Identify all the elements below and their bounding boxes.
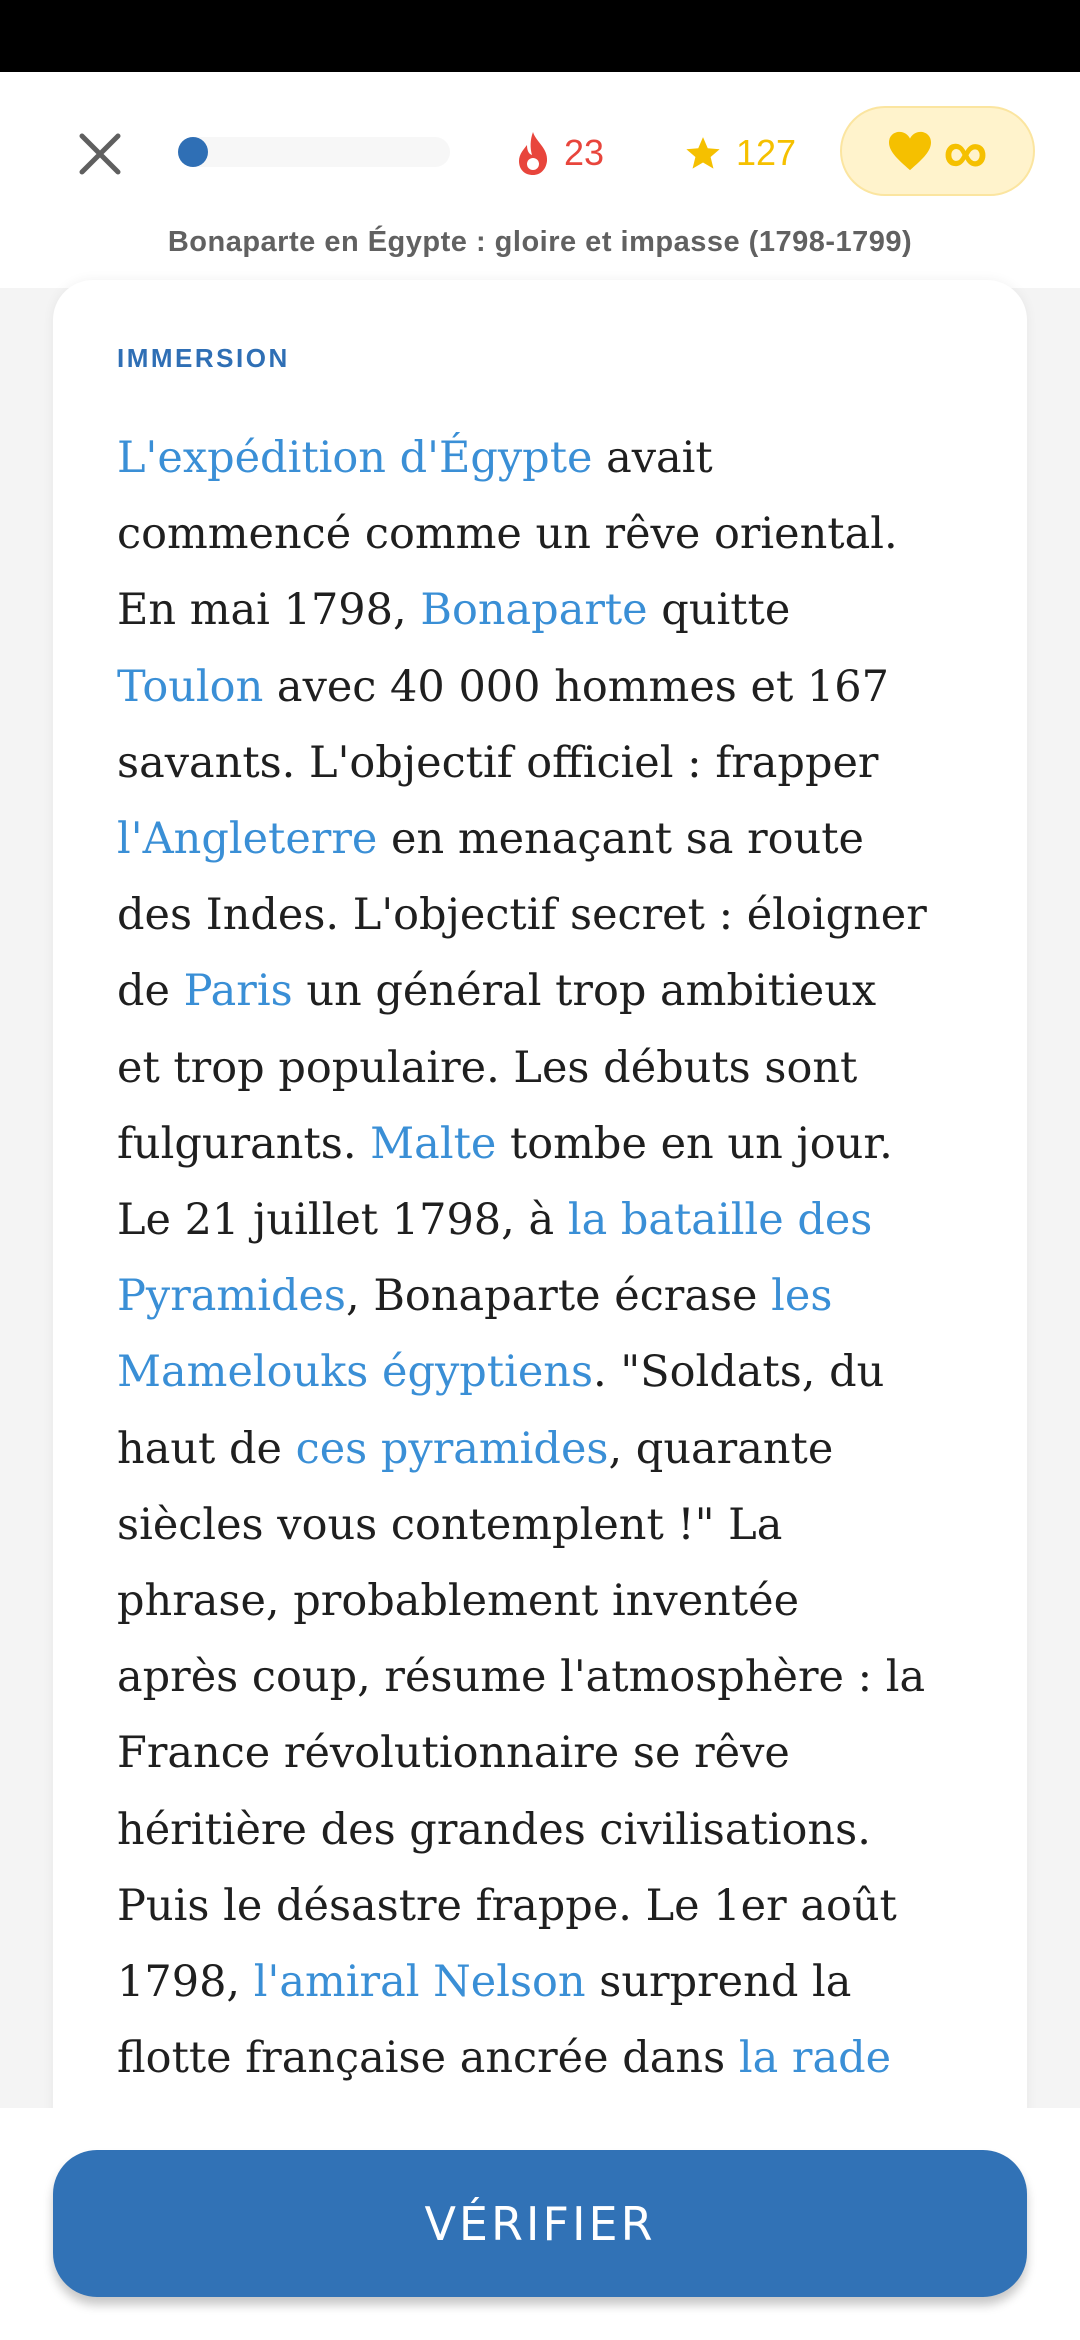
- glossary-link[interactable]: la bataille des: [567, 1195, 873, 1246]
- lesson-progress-bar: [178, 137, 450, 167]
- glossary-link[interactable]: les: [771, 1271, 833, 1322]
- glossary-link[interactable]: Pyramides: [117, 1271, 346, 1322]
- text-line: [117, 1106, 927, 1182]
- lives-badge[interactable]: [840, 106, 1035, 196]
- lesson-title: Bonaparte en Égypte : gloire et impasse (1798-1799): [167, 226, 913, 258]
- text-line: [117, 1258, 927, 1334]
- text-line: [117, 496, 927, 572]
- text-line: [117, 649, 927, 725]
- text-segment: un général trop ambitieux: [292, 966, 877, 1017]
- status-bar: [0, 0, 1080, 72]
- stars-counter: [684, 128, 796, 178]
- text-line: [117, 1792, 927, 1868]
- glossary-link[interactable]: Mamelouks égyptiens: [117, 1347, 594, 1398]
- text-segment: savants. L'objectif officiel : frapper: [117, 737, 879, 788]
- glossary-link[interactable]: Malte: [370, 1118, 497, 1169]
- text-line: [117, 953, 927, 1029]
- glossary-link[interactable]: la rade: [738, 2033, 892, 2084]
- glossary-link[interactable]: l'Angleterre: [117, 814, 378, 865]
- text-segment: quitte: [647, 585, 791, 636]
- flame-icon: [516, 130, 550, 176]
- text-segment: tombe en un jour.: [496, 1118, 893, 1169]
- text-segment: flotte française ancrée dans: [117, 2033, 739, 2084]
- text-line: [117, 572, 927, 648]
- glossary-link[interactable]: ces pyramides: [295, 1423, 609, 1474]
- text-segment: en menaçant sa route: [377, 814, 864, 865]
- glossary-link[interactable]: Bonaparte: [420, 585, 648, 636]
- text-line: [117, 2020, 927, 2096]
- text-line: [117, 877, 927, 953]
- text-segment: et trop populaire. Les débuts sont: [117, 1042, 858, 1093]
- progress-fill: [178, 137, 208, 167]
- streak-counter: [516, 128, 604, 178]
- text-segment: héritière des grandes civilisations.: [117, 1804, 871, 1855]
- stars-count: 127: [736, 132, 797, 173]
- text-line: [117, 1334, 927, 1410]
- text-segment: Le 21 juillet 1798, à: [117, 1195, 568, 1246]
- text-line: [117, 1715, 927, 1791]
- lesson-text: [117, 420, 927, 2096]
- text-segment: 1798,: [117, 1957, 254, 2008]
- text-segment: France révolutionnaire se rêve: [117, 1728, 790, 1779]
- text-segment: Puis le désastre frappe. Le 1er août: [117, 1880, 897, 1931]
- verify-button[interactable]: VÉRIFIER: [53, 2150, 1027, 2297]
- glossary-link[interactable]: Toulon: [117, 661, 264, 712]
- text-segment: de: [117, 966, 184, 1017]
- text-line: [117, 1944, 927, 2020]
- heart-icon: [887, 130, 933, 172]
- text-segment: siècles vous contemplent !" La: [117, 1499, 783, 1550]
- glossary-link[interactable]: L'expédition d'Égypte: [117, 433, 593, 483]
- text-line: [117, 725, 927, 801]
- text-segment: des Indes. L'objectif secret : éloigner: [117, 890, 927, 941]
- star-icon: [684, 134, 722, 172]
- text-segment: phrase, probablement inventée: [117, 1576, 800, 1627]
- text-line: [117, 1411, 927, 1487]
- text-line: [117, 1563, 927, 1639]
- text-segment: En mai 1798,: [117, 585, 421, 636]
- glossary-link[interactable]: l'amiral Nelson: [253, 1957, 586, 2008]
- text-line: [117, 1487, 927, 1563]
- text-line: [117, 420, 927, 496]
- text-segment: . "Soldats, du: [593, 1347, 885, 1398]
- close-icon: [74, 128, 126, 180]
- text-segment: , Bonaparte écrase: [345, 1271, 772, 1322]
- text-segment: haut de: [117, 1423, 296, 1474]
- text-segment: , quarante: [608, 1423, 834, 1474]
- lives-count: ∞: [943, 118, 988, 187]
- streak-count: 23: [564, 132, 605, 173]
- text-line: [117, 1868, 927, 1944]
- text-segment: avait: [592, 433, 713, 483]
- section-label: IMMERSION: [117, 343, 290, 373]
- close-button[interactable]: [74, 128, 126, 180]
- text-line: [117, 801, 927, 877]
- text-segment: avec 40 000 hommes et 167: [263, 661, 889, 712]
- text-segment: fulgurants.: [117, 1118, 371, 1169]
- text-segment: surprend la: [585, 1957, 852, 2008]
- glossary-link[interactable]: Paris: [183, 966, 293, 1017]
- text-segment: après coup, résume l'atmosphère : la: [117, 1652, 926, 1703]
- text-line: [117, 1030, 927, 1106]
- text-line: [117, 1639, 927, 1715]
- text-line: [117, 1182, 927, 1258]
- text-segment: commencé comme un rêve oriental.: [117, 509, 898, 560]
